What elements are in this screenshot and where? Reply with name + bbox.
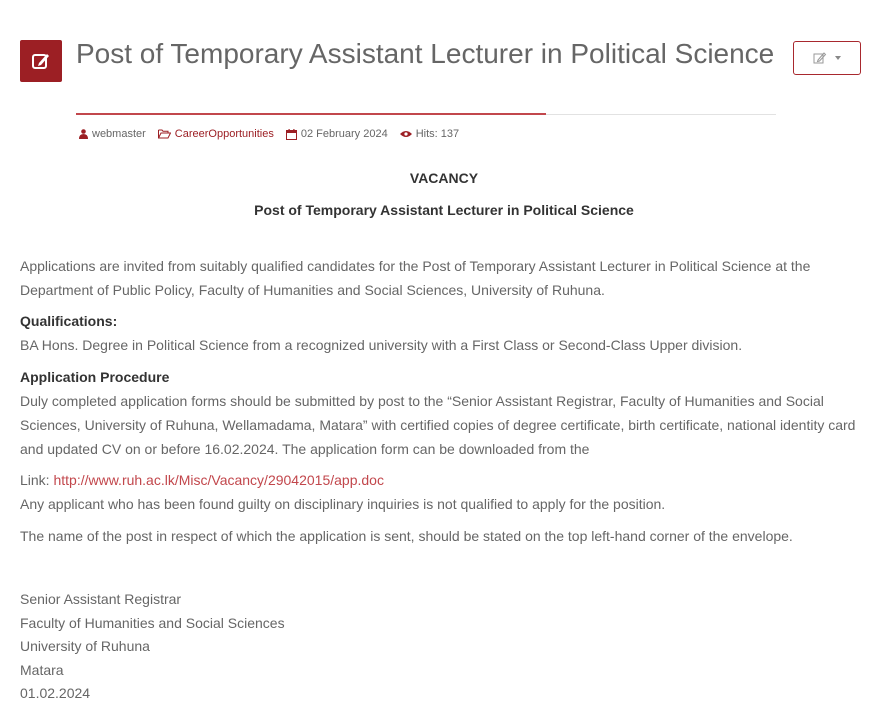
download-link-line — [20, 468, 865, 492]
qualifications-heading: Qualifications: — [20, 313, 118, 329]
meta-date: 02 February 2024 — [286, 128, 388, 140]
signature-line: University of Ruhuna — [20, 638, 150, 654]
qualifications-text: BA Hons. Degree in Political Science from a recognized university with a First Class or Second-Class Upper division. — [20, 337, 743, 353]
signature-line: Faculty of Humanities and Social Sciences — [20, 614, 285, 631]
signature-date: 01.02.2024 — [20, 685, 91, 701]
disciplinary-note: Any applicant who has been found guilty on disciplinary inquiries is not qualified to apply for the position. — [20, 496, 666, 512]
envelope-note: The name of the post in respect of which the application is sent, should be stated on the top left-hand corner of the envelope. — [20, 528, 793, 544]
caret-down-icon — [835, 56, 841, 60]
article-meta — [79, 128, 471, 140]
intro-paragraph: Applications are invited from suitably qualified candidates for the Post of Temporary Assistant Lecturer in Political Science at the Department of Public Policy, Faculty of Humanities and Social Sciences, University of Ruhuna. — [20, 258, 811, 298]
eye-icon — [400, 130, 412, 138]
vacancy-heading: VACANCY — [409, 170, 479, 186]
link-label: Link: — [20, 472, 54, 488]
folder-icon — [158, 129, 171, 139]
signature-block — [20, 588, 285, 706]
signature-line: Senior Assistant Registrar — [20, 591, 182, 607]
title-divider — [76, 114, 776, 115]
application-form-link[interactable]: http://www.ruh.ac.lk/Misc/Vacancy/29042015/app.doc — [53, 472, 384, 488]
edit-icon — [813, 51, 827, 65]
page-title: Post of Temporary Assistant Lecturer in Political Science — [76, 38, 775, 69]
edit-menu-button[interactable] — [793, 41, 861, 75]
meta-author: webmaster — [79, 128, 146, 140]
edit-icon — [31, 51, 51, 71]
meta-category[interactable]: CareerOpportunities — [158, 128, 274, 140]
procedure-text: Duly completed application forms should be submitted by post to the “Senior Assistant Registrar, Faculty of Humanities and Social Sciences, University of Ruhuna, Wellamadama, Matara” with certified copies of degree certificate, birth certificate, national identity card and updated CV on or before 16.02.2024. The application form can be downloaded from the — [20, 393, 856, 457]
user-icon — [79, 129, 88, 139]
article-edit-icon-box — [20, 40, 62, 82]
meta-hits: Hits: 137 — [400, 128, 459, 140]
signature-line: Matara — [20, 661, 64, 678]
vacancy-subheading: Post of Temporary Assistant Lecturer in Political Science — [254, 202, 634, 218]
calendar-icon — [286, 129, 297, 140]
procedure-heading: Application Procedure — [20, 369, 170, 385]
